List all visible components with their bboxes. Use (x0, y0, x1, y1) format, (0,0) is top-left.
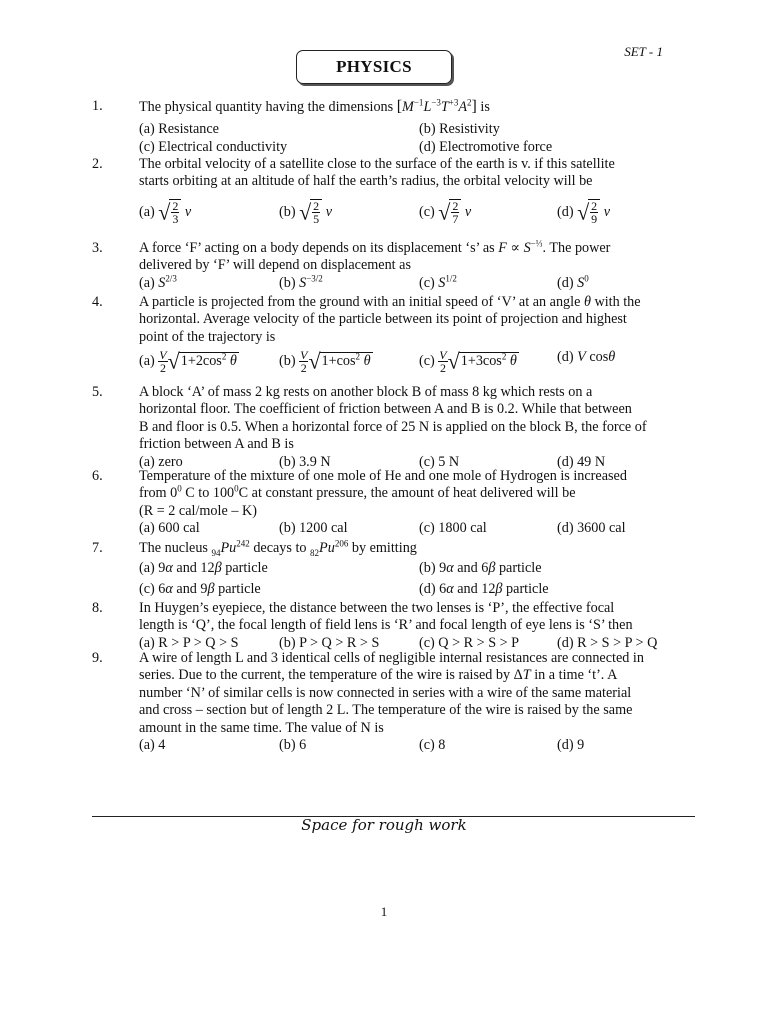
option-c[interactable]: (c) 6α and 9β particle (139, 580, 261, 597)
question-body: Temperature of the mixture of one mole of He and one mole of Hydrogen is increased from $0^0$ C to $100^0C$ at constant pressure, the amount of heat delivered will be (R = 2 cal/mole – K) (a) 600 cal (b) 1200 cal (c) 1800 cal (d) 3600 cal (139, 468, 627, 537)
question-number: 8. (92, 600, 103, 616)
question-number: 7. (92, 540, 103, 556)
question-body: In Huygen’s eyepiece, the distance between the two lenses is ‘P’, the effective focal length is ‘Q’, the focal length of field lens is ‘R’ and focal length of eye lens is ‘S’ then (a) R > P > Q > S (b) P > Q > R > S (c) Q > R > S > P (d) R > S > P > Q (139, 600, 658, 651)
question-number: 6. (92, 468, 103, 484)
option-c[interactable]: (c) Electrical conductivity (139, 138, 288, 155)
option-b[interactable]: (b) 1200 cal (279, 520, 348, 537)
rough-work-label: Space for rough work (301, 816, 467, 834)
option-c[interactable]: (c) 1800 cal (419, 520, 487, 537)
option-d[interactable]: (d) R > S > P > Q (557, 634, 658, 651)
option-b[interactable]: (b) P > Q > R > S (279, 634, 380, 651)
option-b[interactable]: (b) 9α and 6β particle (419, 560, 542, 577)
option-b[interactable]: (b) 3.9 N (279, 453, 331, 470)
option-b[interactable]: (b) 6 (279, 736, 307, 753)
page-number: 1 (380, 904, 388, 919)
option-c[interactable]: (c) 8 (419, 736, 446, 753)
question-body: A wire of length L and 3 identical cells of negligible internal resistances are connected in series. Due to the current, the temperature of the wire is raised by ΔT in a time ‘t’. A number ‘N’ of similar cells is now connected in series with a wire of the same material and cross – section but of length 2 L. The temperature of the wire is raised by the same amount in the same time. The value of N is (a) 4 (b) 6 (c) 8 (d) 9 (139, 650, 644, 753)
option-b[interactable]: (b) √ $\frac{2}{5}$ v (279, 198, 333, 226)
option-c[interactable]: (c) Q > R > S > P (419, 634, 520, 651)
option-a[interactable]: (a) $S^{2/3}$ (139, 273, 177, 291)
option-b[interactable]: (b) Resistivity (419, 121, 500, 138)
option-c[interactable]: (c) $S^{1/2}$ (419, 273, 457, 291)
option-d[interactable]: (d) 3600 cal (557, 520, 626, 537)
option-d[interactable]: (d) 6α and 12β particle (419, 580, 549, 597)
option-c[interactable]: (c) √ $\frac{2}{7}$ v (419, 198, 472, 226)
question-body: A force ‘F’ acting on a body depends on its displacement ‘s’ as $F \propto S^{-\frac{1}{3}}$. The power delivered by ‘F’ will depend on displacement as (a) $S^{2/3}$ (b) $S^{-3/2}$ (c) $S^{1/2}$ (d) $S^0$ (139, 238, 611, 291)
question-body: The orbital velocity of a satellite close to the surface of the earth is v. if this satellite starts orbiting at an altitude of half the earth’s radius, the orbital velocity will be (a) √ $\frac{2}{3}$ v (b) √ $\frac{2}{5}$ v (c) √ $\frac{2}{7}$ v (d) √ $\frac{2}{9}$ v (139, 156, 615, 226)
question-body: A particle is projected from the ground with an initial speed of ‘V’ at an angle θ with the horizontal. Average velocity of the particle between its point of projection and highest point of the trajectory is (a) $\frac{V}{2}$ $√1+2\cos^2$ θ (b) $\frac{V}{2}$ $√1+\cos^2$ θ (c) $\frac{V}{2}$ $√1+3\cos^2$ θ (d) V cosθ (139, 294, 641, 376)
question-number: 2. (92, 156, 103, 172)
question-number: 9. (92, 650, 103, 666)
dimension-formula: [ (396, 98, 403, 115)
question-number: 1. (92, 98, 103, 114)
question-number: 4. (92, 294, 103, 310)
question-body: The physical quantity having the dimensions $[M^{-1}L^{-3}T^{+3}A^2]$ is (a) Resistance (b) Resistivity (c) Electrical conductivity (d) Electromotive force (139, 97, 553, 155)
question-body: The nucleus $_{94}Pu^{242}$ decays to $_{82}Pu^{206}$ by emitting (a) 9α and 12β particle (b) 9α and 6β particle (c) 6α and 9β particle (d) 6α and 12β particle (139, 538, 549, 597)
option-a[interactable]: (a) $\frac{V}{2}$ $√1+2\cos^2$ θ (139, 348, 237, 376)
subject-title: PHYSICS (296, 50, 452, 84)
option-d[interactable]: (d) 9 (557, 736, 585, 753)
option-a[interactable]: (a) 600 cal (139, 520, 200, 537)
option-d[interactable]: (d) 49 N (557, 453, 606, 470)
option-a[interactable]: (a) R > P > Q > S (139, 634, 239, 651)
option-a[interactable]: (a) Resistance (139, 121, 219, 138)
option-c[interactable]: (c) $\frac{V}{2}$ $√1+3\cos^2$ θ (419, 348, 517, 376)
option-a[interactable]: (a) 9α and 12β particle (139, 560, 268, 577)
option-a[interactable]: (a) zero (139, 453, 183, 470)
option-d[interactable]: (d) $S^0$ (557, 273, 589, 291)
option-d[interactable]: (d) Electromotive force (419, 138, 553, 155)
option-d[interactable]: (d) √ $\frac{2}{9}$ v (557, 198, 611, 226)
option-b[interactable]: (b) $\frac{V}{2}$ $√1+\cos^2$ θ (279, 348, 371, 376)
set-label: SET - 1 (624, 44, 663, 59)
option-c[interactable]: (c) 5 N (419, 453, 460, 470)
option-d[interactable]: (d) V cosθ (557, 349, 616, 366)
question-number: 3. (92, 240, 103, 256)
option-a[interactable]: (a) 4 (139, 736, 166, 753)
question-number: 5. (92, 384, 103, 400)
option-b[interactable]: (b) $S^{-3/2}$ (279, 273, 323, 291)
question-body: A block ‘A’ of mass 2 kg rests on another block B of mass 8 kg which rests on a horizontal floor. The coefficient of friction between A and B is 0.2. While that between B and floor is 0.5. When a horizontal force of 25 N is applied on the block B, the force of friction between A and B is (a) zero (b) 3.9 N (c) 5 N (d) 49 N (139, 384, 647, 470)
option-a[interactable]: (a) √ $\frac{2}{3}$ v (139, 198, 192, 226)
